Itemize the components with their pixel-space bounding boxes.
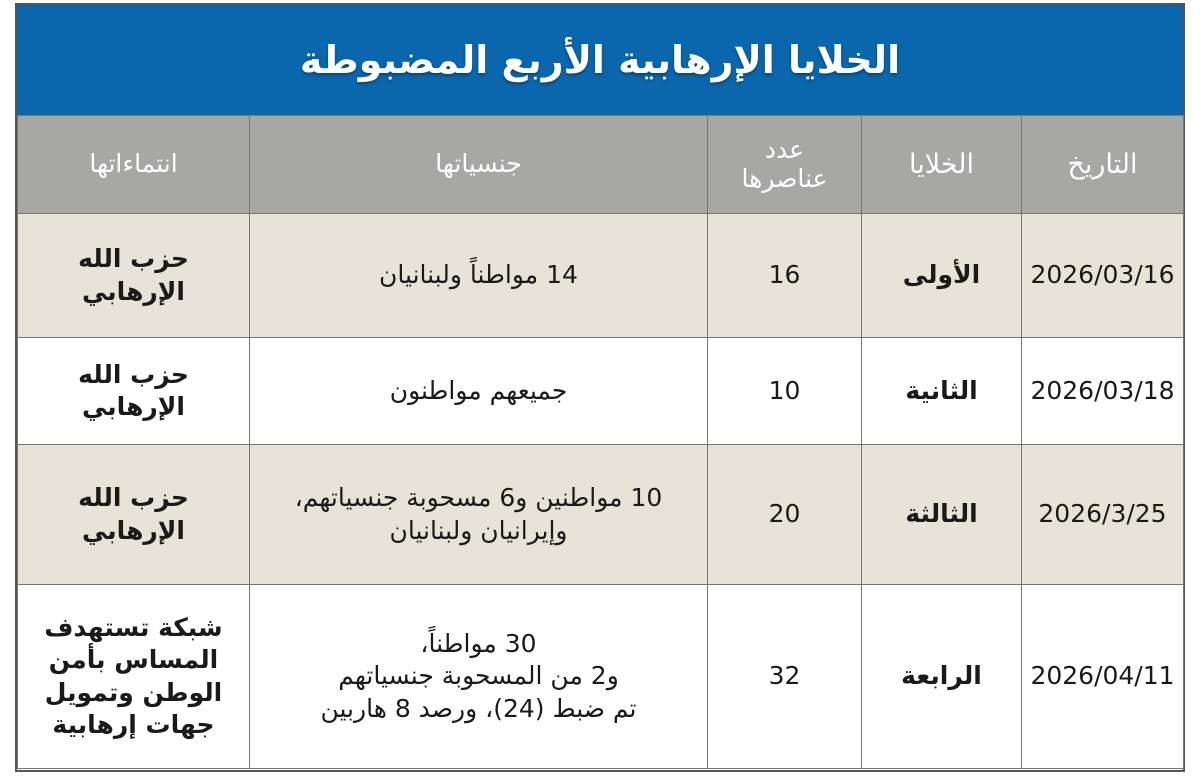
row-affiliation	[18, 445, 250, 585]
row-date: 2026/04/11	[1022, 585, 1184, 769]
row-date: 2026/3/25	[1022, 445, 1184, 585]
nationality-line: وإيرانيان ولبنانيان	[389, 515, 568, 545]
row-count: 20	[708, 445, 862, 585]
affiliation-line: الإرهابي	[82, 276, 185, 306]
affiliation-line: حزب الله	[78, 244, 189, 273]
affiliation-line: المساس بأمن	[48, 645, 219, 674]
header-row	[18, 116, 1184, 214]
table-row	[18, 338, 1184, 445]
nationality-line: 30 مواطناً،	[420, 628, 537, 658]
affiliation-line: الإرهابي	[82, 515, 185, 545]
table-frame	[15, 3, 1185, 772]
title-bar	[17, 5, 1183, 117]
row-nationalities	[250, 338, 708, 445]
row-cell-name: الثالثة	[862, 445, 1022, 585]
header-count	[708, 116, 862, 214]
affiliation-line: الإرهابي	[82, 392, 185, 421]
row-count: 10	[708, 338, 862, 445]
row-date: 2026/03/16	[1022, 214, 1184, 338]
row-affiliation	[18, 338, 250, 445]
header-affiliations: انتماءاتها	[18, 116, 250, 214]
header-cell: الخلايا	[862, 116, 1022, 214]
table-row	[18, 585, 1184, 769]
table-title: الخلايا الإرهابية الأربع المضبوطة	[299, 38, 901, 82]
row-count: 32	[708, 585, 862, 769]
nationality-line: جميعهم مواطنون	[389, 375, 568, 405]
header-date: التاريخ	[1022, 116, 1184, 214]
header-count-line1: عدد	[764, 134, 805, 164]
affiliation-line: شبكة تستهدف	[44, 612, 223, 642]
row-cell-name: الرابعة	[862, 585, 1022, 769]
row-cell-name: الأولى	[862, 214, 1022, 338]
header-nationalities: جنسياتها	[250, 116, 708, 214]
row-cell-name: الثانية	[862, 338, 1022, 445]
table-row	[18, 214, 1184, 338]
nationality-line: و2 من المسحوبة جنسياتهم	[338, 661, 619, 691]
table-row	[18, 445, 1184, 585]
affiliation-line: حزب الله	[78, 483, 189, 512]
nationality-line: 14 مواطناً ولبنانيان	[379, 260, 578, 290]
row-affiliation	[18, 214, 250, 338]
row-date: 2026/03/18	[1022, 338, 1184, 445]
nationality-line: تم ضبط (24)، ورصد 8 هاربين	[320, 693, 637, 723]
row-affiliation	[18, 585, 250, 769]
cells-table	[17, 115, 1184, 769]
nationality-line: 10 مواطنين و6 مسحوبة جنسياتهم،	[294, 483, 663, 512]
header-count-line2: عناصرها	[741, 163, 828, 193]
affiliation-line: حزب الله	[78, 359, 189, 389]
row-count: 16	[708, 214, 862, 338]
affiliation-line: الوطن وتمويل	[44, 677, 223, 707]
row-nationalities	[250, 214, 708, 338]
affiliation-line: جهات إرهابية	[52, 710, 215, 739]
row-nationalities	[250, 445, 708, 585]
row-nationalities	[250, 585, 708, 769]
